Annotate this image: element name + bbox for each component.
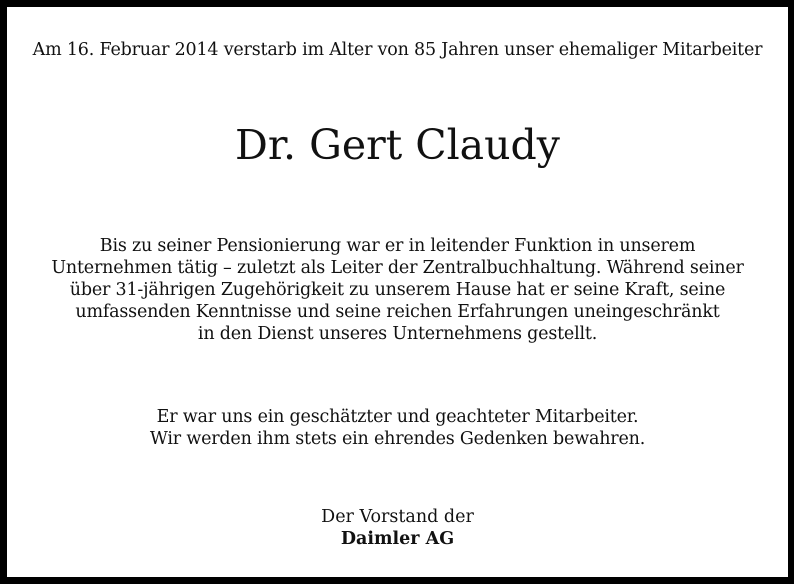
body-line: Unternehmen tätig – zuletzt als Leiter der Zentralbuchhaltung. Während seiner (51, 258, 744, 278)
body-paragraph (7, 235, 788, 345)
company-name: Daimler AG (340, 529, 455, 549)
body-line: in den Dienst unseres Unternehmens gestellt. (197, 324, 598, 344)
closing-line: Wir werden ihm stets ein ehrendes Gedenken bewahren. (149, 429, 646, 449)
body-line: über 31-jährigen Zugehörigkeit zu unserem Hause hat er seine Kraft, seine (69, 280, 726, 300)
signature-block (7, 506, 788, 550)
body-line: Bis zu seiner Pensionierung war er in leitender Funktion in unserem (99, 236, 696, 256)
signature-line: Der Vorstand der (321, 507, 474, 527)
closing-line: Er war uns ein geschätzter und geachteter Mitarbeiter. (156, 407, 639, 427)
intro-text: Am 16. Februar 2014 verstarb im Alter von 85 Jahren unser ehemaliger Mitarbeiter (32, 40, 763, 60)
deceased-name: Dr. Gert Claudy (235, 121, 560, 169)
body-line: umfassenden Kenntnisse und seine reichen Erfahrungen uneingeschränkt (75, 302, 720, 322)
closing-paragraph (7, 406, 788, 450)
